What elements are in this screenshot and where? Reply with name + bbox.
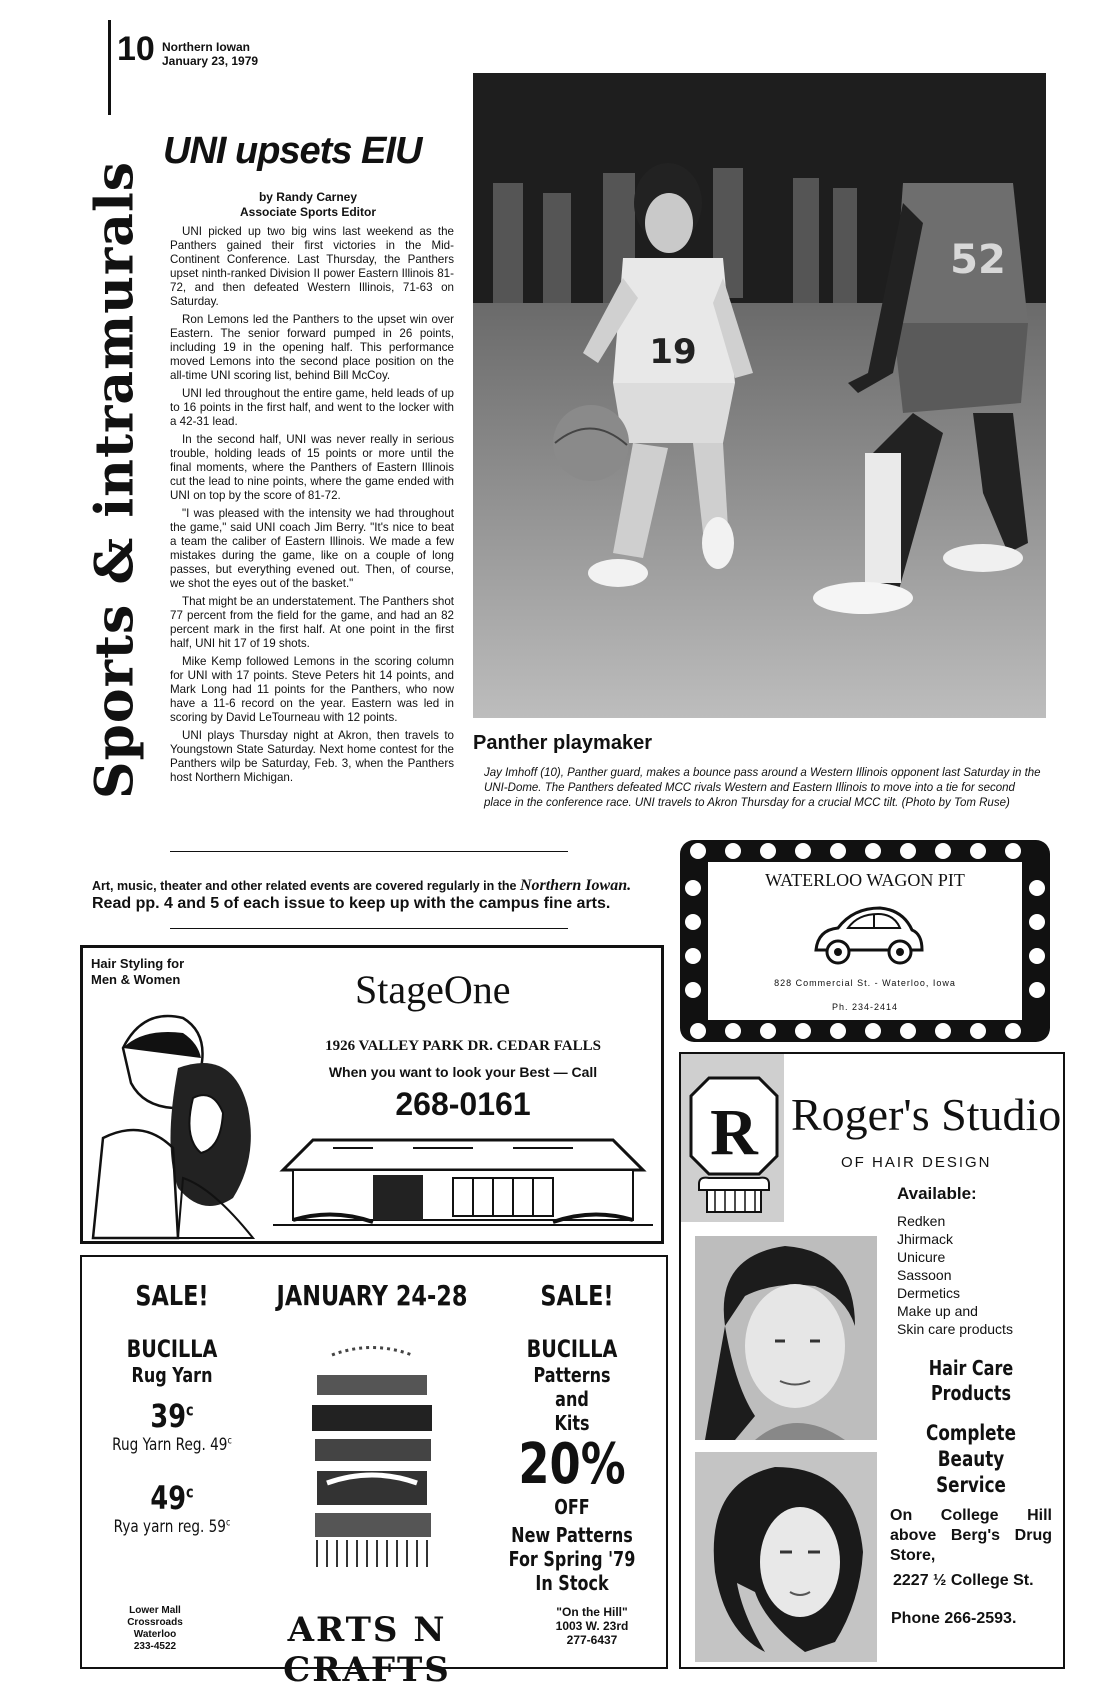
brand-item: Redken bbox=[897, 1213, 946, 1229]
marquee-light bbox=[725, 843, 741, 859]
product-right-line2: and bbox=[555, 1387, 589, 1411]
paper-name: Northern Iowan bbox=[162, 40, 251, 54]
marquee-light bbox=[1029, 948, 1045, 964]
byline bbox=[163, 190, 453, 220]
sale-left-box bbox=[102, 1279, 242, 1312]
jersey-number-left: 19 bbox=[649, 332, 697, 372]
marquee-light bbox=[690, 843, 706, 859]
product-right-line3: Kits bbox=[554, 1411, 590, 1435]
issue-date: January 23, 1979 bbox=[162, 54, 259, 68]
marquee-light bbox=[865, 843, 881, 859]
price2: 49 bbox=[150, 1479, 187, 1517]
stage-one-tag-line2: Men & Women bbox=[91, 972, 181, 987]
marquee-light bbox=[935, 1023, 951, 1039]
available-label: Available: bbox=[897, 1184, 977, 1203]
article-paragraph: In the second half, UNI was never really in serious trouble, holding leads of 15 points or more until the final moments, where the Panthers of Eastern Illinois cut the lead to nine points, where the game ended with UNI on top by the score of 81-72. bbox=[170, 433, 454, 502]
discount: 20% bbox=[518, 1432, 626, 1497]
marquee-light bbox=[970, 1023, 986, 1039]
article-paragraph: UNI plays Thursday night at Akron, then travels to Youngstown State Saturday. Next home contest for the Panthers wilp be Saturday, Feb. 3, when the Panthers host Northern Michigan. bbox=[170, 729, 454, 784]
marquee-light bbox=[685, 982, 701, 998]
complete-line3: Service bbox=[936, 1473, 1006, 1497]
store-right-line1: "On the Hill" bbox=[556, 1605, 628, 1619]
store-right bbox=[537, 1605, 647, 1647]
fine-arts-note-line1 bbox=[92, 877, 631, 895]
brand-item: Sassoon bbox=[897, 1267, 952, 1283]
hair-care-line1: Hair Care bbox=[928, 1356, 1014, 1380]
rogers-street: 2227 ½ College St. bbox=[893, 1572, 1034, 1589]
reg-unit: c bbox=[225, 1517, 231, 1529]
rug-yarn-column bbox=[92, 1335, 252, 1537]
brand-item: Skin care products bbox=[897, 1321, 1013, 1337]
price1: 39 bbox=[150, 1397, 187, 1435]
marquee-light bbox=[865, 1023, 881, 1039]
hair-care-heading bbox=[886, 1356, 1056, 1406]
wagon-pit-address: 828 Commercial St. - Waterloo, Iowa bbox=[774, 978, 956, 988]
beetle-car-icon bbox=[808, 900, 928, 970]
new-line3: In Stock bbox=[535, 1571, 609, 1595]
brand-list bbox=[897, 1212, 1013, 1338]
brand-item: Make up and bbox=[897, 1303, 978, 1319]
byline-author: by Randy Carney bbox=[258, 190, 358, 204]
wagon-pit-name: WATERLOO WAGON PIT bbox=[765, 870, 965, 890]
marquee-light bbox=[830, 1023, 846, 1039]
patterns-column bbox=[487, 1335, 657, 1595]
sale-dates: JANUARY 24-28 bbox=[276, 1279, 468, 1312]
fine-arts-note-line2: Read pp. 4 and 5 of each issue to keep up with the campus fine arts. bbox=[92, 895, 611, 912]
section-label bbox=[85, 115, 145, 845]
wagon-pit-phone: Ph. 234-2414 bbox=[831, 1002, 899, 1012]
article-paragraph: Mike Kemp followed Lemons in the scoring column for UNI with 17 points. Steve Peters hit 14 points, and Mark Long had 11 points for the Panthers, who now have a 11-6 record on the year. Eastern was led in scoring by David LeTourneau with 12 points. bbox=[170, 655, 454, 724]
price1-reg-line bbox=[108, 1435, 236, 1455]
marquee-light bbox=[760, 1023, 776, 1039]
marquee-light bbox=[1005, 843, 1021, 859]
marquee-light bbox=[690, 1023, 706, 1039]
brand-item: Dermetics bbox=[897, 1285, 961, 1301]
marquee-light bbox=[685, 914, 701, 930]
price2-line bbox=[108, 1479, 236, 1517]
salon-building-illustration bbox=[273, 1130, 653, 1235]
article-paragraph: That might be an understatement. The Panthers shot 77 percent from the field for the game, and had an 82 percent mark in the first half. At one point in the first half, UNI hit 17 of 19 shots. bbox=[170, 595, 454, 650]
rogers-studio-name: Roger's Studio bbox=[791, 1089, 1062, 1140]
stage-one-ad bbox=[80, 945, 664, 1244]
rug-illustration bbox=[297, 1335, 447, 1575]
article-paragraph: Ron Lemons led the Panthers to the upset win over Eastern. The senior forward pumped in 26 points, including 19 in the opening half. This performance moved Lemons into the second place position on the all-time UNI scoring list, behind Bill McCoy. bbox=[170, 313, 454, 382]
byline-title: Associate Sports Editor bbox=[239, 205, 377, 219]
female-model-photo bbox=[695, 1452, 877, 1662]
price1-line bbox=[108, 1397, 236, 1435]
stage-one-address: 1926 VALLEY PARK DR. CEDAR FALLS bbox=[325, 1038, 601, 1054]
marquee-light bbox=[935, 843, 951, 859]
stage-one-name: StageOne bbox=[355, 967, 511, 1012]
stage-one-phone: 268-0161 bbox=[395, 1086, 531, 1122]
marquee-light bbox=[725, 1023, 741, 1039]
brand-item: Unicure bbox=[897, 1249, 946, 1265]
brand-left: BUCILLA bbox=[126, 1335, 218, 1363]
hair-care-line2: Products bbox=[930, 1381, 1012, 1405]
wagon-pit-ad bbox=[680, 840, 1050, 1042]
page-number: 10 bbox=[117, 30, 155, 68]
price2-reg-line bbox=[108, 1517, 236, 1537]
divider bbox=[170, 928, 568, 929]
wagon-pit-panel bbox=[708, 862, 1022, 1020]
stage-one-tag bbox=[91, 956, 184, 988]
rogers-studio-subtitle: OF HAIR DESIGN bbox=[841, 1154, 992, 1171]
store-left-line2: Crossroads bbox=[127, 1617, 183, 1628]
marquee-light bbox=[1029, 982, 1045, 998]
folio-paper bbox=[162, 40, 258, 68]
stage-one-tag-line1: Hair Styling for bbox=[91, 956, 185, 971]
store-left bbox=[100, 1605, 210, 1653]
marquee-light bbox=[900, 843, 916, 859]
store-left-line1: Lower Mall bbox=[129, 1605, 181, 1616]
arts-n-crafts-logo: ARTS N CRAFTS bbox=[283, 1610, 451, 1690]
marquee-light bbox=[1029, 914, 1045, 930]
photo-caption: Jay Imhoff (10), Panther guard, makes a bounce pass around a Western Illinois opponent last Saturday in the UNI-Dome. The Panthers defeated MCC rivals Western and Eastern Illinois to move into a tie for second place in the conference race. UNI travels to Akron Thursday for a crucial MCC tilt. (Photo by Tom Ruse) bbox=[484, 767, 1041, 809]
fine-arts-note-prefix: Art, music, theater and other related events are covered regularly in the bbox=[92, 879, 517, 893]
photo-illustration bbox=[473, 73, 1046, 718]
rogers-studio-ad bbox=[679, 1052, 1065, 1669]
section-label-text: Sports & intramurals bbox=[84, 160, 146, 800]
new-line2: For Spring '79 bbox=[508, 1547, 636, 1571]
headline: UNI upsets EIU bbox=[163, 130, 422, 172]
sale-left: SALE! bbox=[135, 1279, 209, 1312]
bucilla-sale-ad bbox=[80, 1255, 668, 1690]
brand-right: BUCILLA bbox=[526, 1335, 618, 1363]
new-line1: New Patterns bbox=[511, 1523, 633, 1547]
price1-unit: c bbox=[186, 1400, 194, 1420]
store-right-line2: 1003 W. 23rd bbox=[555, 1619, 629, 1633]
basketball-photo bbox=[473, 73, 1046, 718]
sale-dates-box bbox=[247, 1279, 497, 1312]
fine-arts-note-paper: Northern Iowan. bbox=[519, 877, 632, 894]
divider bbox=[170, 851, 568, 852]
reg-unit: c bbox=[227, 1435, 232, 1447]
marquee-light bbox=[760, 843, 776, 859]
complete-service-heading bbox=[886, 1420, 1056, 1498]
article-paragraph: "I was pleased with the intensity we had throughout the game," said UNI coach Jim Berry. "It's nice to beat a team the caliber of Eastern Illinois. We made a few mistakes during the game, like on a couple of long passes, but everything evened out. Then, of course, we shot the eyes out of the basket." bbox=[170, 507, 454, 590]
price2-reg: Rya yarn reg. 59 bbox=[113, 1517, 226, 1537]
article-paragraph: UNI picked up two big wins last weekend as the Panthers gained their first victories in the Mid-Continent Conference. Last Thursday, the Panthers upset ninth-ranked Division II power Eastern Illinois 81-72, and then defeated Western Illinois, 71-63 on Saturday. bbox=[170, 225, 454, 308]
male-model-photo bbox=[695, 1236, 877, 1440]
sale-right-box bbox=[502, 1279, 652, 1312]
marquee-light bbox=[830, 843, 846, 859]
marquee-light bbox=[685, 880, 701, 896]
marquee-light bbox=[795, 843, 811, 859]
product-right-line1: Patterns bbox=[533, 1363, 611, 1387]
couple-illustration bbox=[83, 988, 273, 1238]
marquee-light bbox=[685, 948, 701, 964]
rogers-initial: R bbox=[710, 1096, 758, 1169]
store-left-phone: 233-4522 bbox=[133, 1641, 177, 1652]
store-left-line3: Waterloo bbox=[133, 1629, 177, 1640]
marquee-light bbox=[795, 1023, 811, 1039]
marquee-light bbox=[1005, 1023, 1021, 1039]
stage-one-call-line: When you want to look your Best — Call bbox=[328, 1064, 598, 1080]
jersey-number-right: 52 bbox=[950, 237, 1006, 283]
price2-unit: c bbox=[186, 1482, 194, 1502]
product-left: Rug Yarn bbox=[131, 1363, 213, 1387]
marquee-light bbox=[970, 843, 986, 859]
marquee-light bbox=[900, 1023, 916, 1039]
rogers-logo-emblem bbox=[689, 1076, 779, 1216]
complete-line2: Beauty bbox=[937, 1447, 1005, 1471]
price1-reg: Rug Yarn Reg. 49 bbox=[112, 1435, 228, 1455]
marquee-light bbox=[1029, 880, 1045, 896]
article-paragraph: UNI led throughout the entire game, held leads of up to 16 points in the first half, and went to the locker with a 42-31 lead. bbox=[170, 387, 454, 428]
sale-right: SALE! bbox=[540, 1279, 614, 1312]
folio-rule bbox=[108, 20, 111, 115]
brand-item: Jhirmack bbox=[897, 1231, 954, 1247]
complete-line1: Complete bbox=[926, 1421, 1016, 1445]
rogers-phone: Phone 266-2593. bbox=[891, 1610, 1017, 1627]
article-body bbox=[170, 225, 454, 789]
photo-caption-title: Panther playmaker bbox=[473, 732, 652, 754]
discount-off: OFF bbox=[554, 1495, 590, 1519]
store-right-phone: 277-6437 bbox=[566, 1633, 618, 1647]
rogers-location: On College Hill above Berg's Drug Store, bbox=[890, 1507, 1052, 1564]
